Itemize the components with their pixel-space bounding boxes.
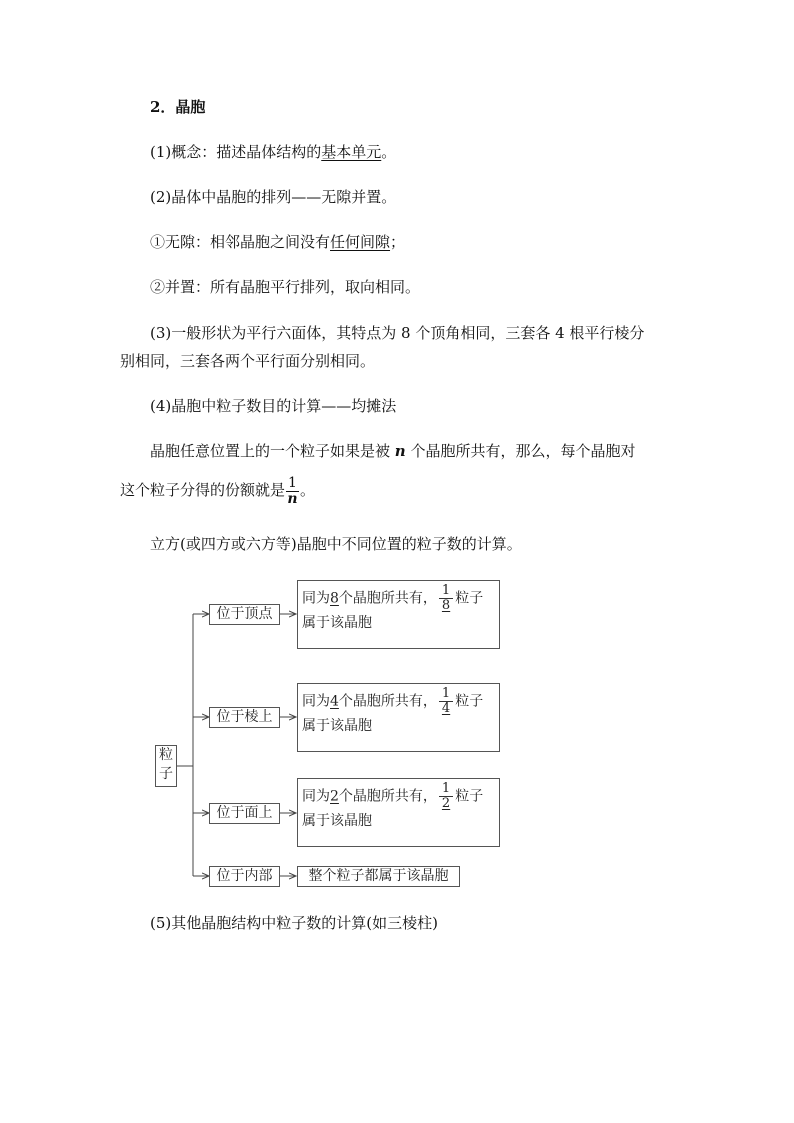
edge-frac-den: 4	[441, 701, 451, 716]
face-mid: 个晶胞所共有，	[338, 788, 437, 805]
vertex-pre: 同为	[302, 590, 330, 607]
edge-description-box	[297, 683, 500, 752]
fraction-denominator: n	[287, 490, 298, 507]
face-description-box	[297, 778, 500, 847]
vertex-mid: 个晶胞所共有，	[338, 590, 437, 607]
no-gap-suffix: ；	[390, 233, 406, 251]
vertex-description-line2: 属于该晶胞	[302, 615, 372, 631]
root-char-2: 子	[159, 766, 173, 782]
prism-paragraph: (5)其他晶胞结构中粒子数的计算(如三棱柱)	[150, 914, 438, 932]
sharing-variable: n	[394, 442, 406, 460]
branch-interior-label: 位于内部	[209, 866, 280, 887]
face-frac-den: 2	[441, 796, 451, 811]
vertex-description-box	[297, 580, 500, 649]
shape-paragraph-line1: (3)一般形状为平行六面体，其特点为 8 个顶角相同，三套各 4 根平行棱分	[150, 324, 645, 342]
vertex-frac-num: 1	[439, 584, 453, 599]
branch-edge-label: 位于棱上	[209, 707, 280, 728]
vertex-fraction	[439, 584, 453, 613]
face-description-line1	[302, 782, 499, 811]
cubic-cell-paragraph: 立方(或四方或六方等)晶胞中不同位置的粒子数的计算。	[150, 535, 522, 553]
vertex-post: 粒子	[455, 590, 484, 607]
root-char-1: 粒	[159, 747, 173, 763]
no-gap-underlined: 任何间隙	[330, 233, 391, 251]
edge-count: 4	[330, 693, 339, 710]
branch-face-label: 位于面上	[209, 803, 280, 824]
face-count: 2	[330, 788, 339, 805]
parallel-paragraph: ②并置：所有晶胞平行排列，取向相同。	[150, 278, 421, 296]
arrangement-paragraph: (2)晶体中晶胞的排列——无隙并置。	[150, 188, 397, 206]
root-particle-box	[155, 745, 177, 787]
vertex-description-line1	[302, 584, 499, 613]
vertex-count: 8	[330, 590, 339, 607]
vertex-frac-den: 8	[441, 598, 451, 613]
edge-mid: 个晶胞所共有，	[338, 693, 437, 710]
concept-underlined: 基本单元	[321, 143, 382, 161]
face-frac-num: 1	[439, 782, 453, 797]
face-description-line2: 属于该晶胞	[302, 813, 372, 829]
sharing-line2-prefix: 这个粒子分得的份额就是	[120, 481, 286, 499]
interior-description-box: 整个粒子都属于该晶胞	[297, 866, 460, 887]
concept-suffix: 。	[381, 143, 397, 161]
edge-fraction	[439, 687, 453, 716]
sharing-line2-suffix: 。	[299, 481, 315, 499]
edge-frac-num: 1	[439, 687, 453, 702]
branch-vertex-label: 位于顶点	[209, 604, 280, 625]
concept-prefix: (1)概念：描述晶体结构的	[150, 143, 322, 161]
sharing-text-b: 个晶胞所共有，那么，每个晶胞对	[410, 442, 636, 460]
face-post: 粒子	[455, 788, 484, 805]
shape-paragraph-line2: 别相同，三套各两个平行面分别相同。	[120, 352, 376, 370]
edge-description-line2: 属于该晶胞	[302, 718, 372, 734]
no-gap-prefix: ①无隙：相邻晶胞之间没有	[150, 233, 331, 251]
counting-paragraph: (4)晶胞中粒子数目的计算——均摊法	[150, 397, 397, 415]
sharing-text-a: 晶胞任意位置上的一个粒子如果是被	[150, 442, 391, 460]
edge-pre: 同为	[302, 693, 330, 710]
fraction-numerator: 1	[288, 474, 297, 491]
face-pre: 同为	[302, 788, 330, 805]
edge-description-line1	[302, 687, 499, 716]
edge-post: 粒子	[455, 693, 484, 710]
face-fraction	[439, 782, 453, 811]
heading-text: 2．晶胞	[150, 98, 206, 116]
